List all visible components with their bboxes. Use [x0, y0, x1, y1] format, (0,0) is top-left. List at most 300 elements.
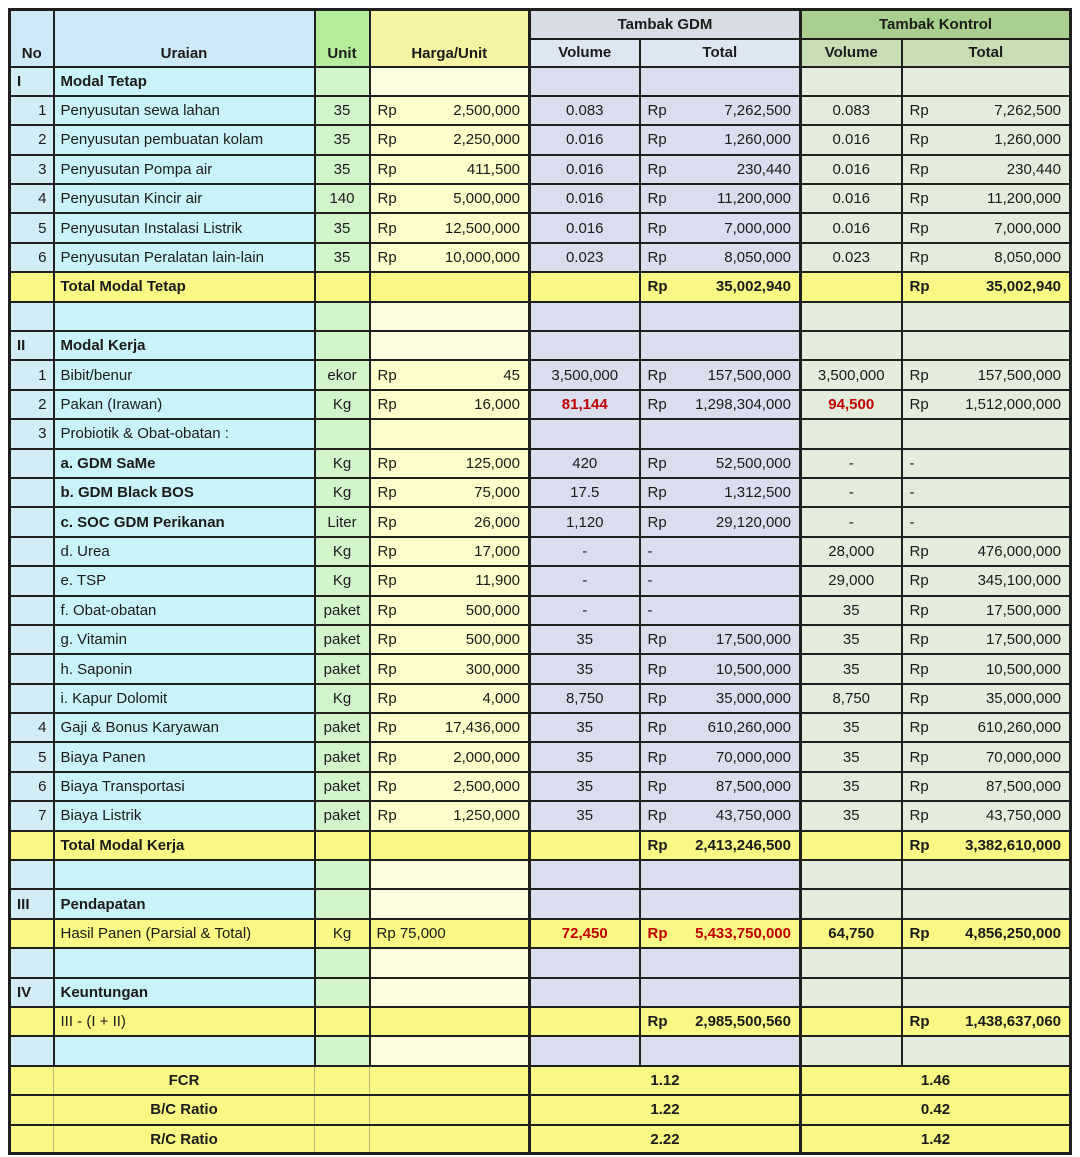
cell-kontrol-total [902, 449, 1071, 478]
currency-symbol: Rp [377, 513, 397, 531]
currency-symbol: Rp [377, 807, 397, 825]
table-row [10, 566, 1071, 595]
cell-uraian: Hasil Panen (Parsial & Total) [54, 919, 315, 948]
cell-kontrol-volume [801, 1036, 902, 1065]
money-value [371, 661, 529, 678]
amount: 1,312,500 [724, 484, 791, 502]
cell-kontrol-volume: 35 [801, 772, 902, 801]
money-value [903, 249, 1070, 266]
cell-kontrol-volume: 0.016 [801, 213, 902, 242]
cell-no [10, 948, 54, 977]
cell-gdm-volume [530, 1036, 640, 1065]
cell-gdm-volume: 72,450 [530, 919, 640, 948]
cell-no [10, 1066, 54, 1095]
cell-uraian: Gaji & Bonus Karyawan [54, 713, 315, 742]
money-value [641, 249, 800, 266]
amount: 7,262,500 [994, 102, 1062, 120]
cell-gdm-volume: 35 [530, 801, 640, 830]
tambak-cost-comparison-table [8, 8, 1072, 1155]
amount: 10,000,000 [444, 249, 520, 267]
cell-kontrol-total [902, 1036, 1071, 1065]
cell-uraian: Probiotik & Obat-obatan : [54, 419, 315, 448]
currency-symbol: Rp [647, 395, 667, 413]
amount: 500,000 [465, 601, 520, 619]
ratio-label: B/C Ratio [54, 1095, 315, 1124]
cell-unit: ekor [315, 360, 370, 389]
cell-unit [315, 889, 370, 918]
cell-unit: paket [315, 713, 370, 742]
currency-symbol: Rp [377, 131, 397, 149]
cell-gdm-volume [530, 860, 640, 889]
cell-unit: Kg [315, 566, 370, 595]
currency-symbol: Rp [909, 102, 929, 120]
cell-gdm-total [640, 213, 801, 242]
money-value [641, 572, 800, 589]
cell-no [10, 478, 54, 507]
money-value [371, 719, 529, 736]
money-value [371, 807, 529, 824]
cell-uraian: i. Kapur Dolomit [54, 684, 315, 713]
cell-gdm-total [640, 1007, 801, 1036]
cell-unit: Kg [315, 684, 370, 713]
cell-harga-unit [370, 1095, 530, 1124]
money-value [371, 602, 529, 619]
cell-kontrol-volume: 0.016 [801, 155, 902, 184]
money-value [641, 161, 800, 178]
money-value [641, 749, 800, 766]
cell-kontrol-volume [801, 831, 902, 860]
currency-symbol: Rp [377, 249, 397, 267]
currency-symbol: Rp [377, 631, 397, 649]
cell-kontrol-total [902, 155, 1071, 184]
currency-symbol: Rp [647, 1013, 668, 1031]
cell-unit [315, 419, 370, 448]
group-header-tambak-gdm: Tambak GDM [530, 10, 801, 39]
money-value [371, 220, 529, 237]
amount: 2,500,000 [453, 778, 520, 796]
cell-no [10, 1007, 54, 1036]
cell-no: 3 [10, 419, 54, 448]
amount: 4,000 [482, 689, 520, 707]
cell-harga-unit [370, 566, 530, 595]
amount: 610,260,000 [707, 719, 791, 737]
cell-harga-unit [370, 742, 530, 771]
cell-kontrol-volume: - [801, 507, 902, 536]
col-header-kontrol-total: Total [902, 39, 1071, 67]
cell-no: 6 [10, 772, 54, 801]
cell-uraian: c. SOC GDM Perikanan [54, 507, 315, 536]
cell-unit: Liter [315, 507, 370, 536]
cell-gdm-total [640, 155, 801, 184]
cell-gdm-volume: 35 [530, 625, 640, 654]
cell-kontrol-total [902, 1007, 1071, 1036]
money-value [371, 190, 529, 207]
table-row [10, 772, 1071, 801]
money-value [371, 396, 529, 413]
table-row [10, 96, 1071, 125]
money-value [903, 396, 1070, 413]
cell-kontrol-total [902, 654, 1071, 683]
cell-gdm-total [640, 742, 801, 771]
amount: 230,440 [736, 160, 791, 178]
cell-gdm-total [640, 889, 801, 918]
currency-symbol: Rp [647, 778, 667, 796]
cell-kontrol-volume [801, 948, 902, 977]
cell-harga-unit [370, 1007, 530, 1036]
money-value [903, 543, 1070, 560]
amount: 17,436,000 [444, 719, 520, 737]
table-row [10, 67, 1071, 96]
amount: 70,000,000 [985, 748, 1062, 766]
cell-uraian: Modal Tetap [54, 67, 315, 96]
amount: 35,002,940 [985, 278, 1062, 296]
cell-kontrol-volume: 0.016 [801, 184, 902, 213]
cell-gdm-total [640, 331, 801, 360]
currency-symbol: Rp [647, 160, 667, 178]
cell-gdm-total [640, 566, 801, 595]
cell-kontrol-volume [801, 860, 902, 889]
money-value [903, 602, 1070, 619]
cell-kontrol-volume [801, 67, 902, 96]
cell-gdm-total [640, 919, 801, 948]
currency-symbol: Rp [909, 219, 929, 237]
money-value [903, 278, 1070, 295]
cell-harga-unit [370, 801, 530, 830]
cell-unit [315, 978, 370, 1007]
money-value [641, 719, 800, 736]
cell-unit [315, 67, 370, 96]
money-value [641, 396, 800, 413]
money-value [903, 837, 1070, 854]
cell-no: I [10, 67, 54, 96]
cell-kontrol-total [902, 302, 1071, 331]
cell-kontrol-volume: 35 [801, 596, 902, 625]
cell-no: II [10, 331, 54, 360]
cell-gdm-volume: 35 [530, 742, 640, 771]
table-row [10, 801, 1071, 830]
col-header-no: No [10, 10, 54, 67]
cell-unit: paket [315, 625, 370, 654]
table-row [10, 713, 1071, 742]
currency-symbol: Rp [377, 219, 397, 237]
money-value [903, 220, 1070, 237]
amount: 1,512,000,000 [965, 395, 1062, 413]
cell-gdm-total [640, 684, 801, 713]
cell-unit [315, 1125, 370, 1154]
cell-kontrol-total [902, 184, 1071, 213]
cell-gdm-volume: 81,144 [530, 390, 640, 419]
amount: 10,500,000 [985, 660, 1062, 678]
currency-symbol: Rp [909, 160, 929, 178]
amount: 411,500 [466, 160, 520, 178]
cell-kontrol-total [902, 331, 1071, 360]
empty-dash: - [909, 454, 915, 472]
money-value [641, 367, 800, 384]
table-row [10, 331, 1071, 360]
cell-gdm-volume: 0.016 [530, 155, 640, 184]
currency-symbol: Rp [909, 660, 929, 678]
money-value [903, 661, 1070, 678]
cell-harga-unit [370, 449, 530, 478]
money-value [641, 131, 800, 148]
cell-uraian: h. Saponin [54, 654, 315, 683]
currency-symbol: Rp [909, 395, 929, 413]
cell-unit: 35 [315, 125, 370, 154]
currency-symbol: Rp [909, 366, 929, 384]
table-row [10, 272, 1071, 301]
cell-no [10, 272, 54, 301]
money-value [641, 220, 800, 237]
amount: 43,750,000 [985, 807, 1062, 825]
cell-no [10, 537, 54, 566]
currency-symbol: Rp [377, 542, 397, 560]
cell-gdm-volume: 0.023 [530, 243, 640, 272]
currency-symbol: Rp [647, 631, 667, 649]
table-row [10, 831, 1071, 860]
amount: 16,000 [474, 395, 520, 413]
cell-gdm-total [640, 860, 801, 889]
table-row [10, 742, 1071, 771]
cell-kontrol-volume: 35 [801, 625, 902, 654]
cell-uraian: Pendapatan [54, 889, 315, 918]
money-value [371, 102, 529, 119]
cell-unit: 140 [315, 184, 370, 213]
money-value [641, 102, 800, 119]
cell-kontrol-total [902, 831, 1071, 860]
amount: 70,000,000 [715, 748, 791, 766]
cell-gdm-volume [530, 272, 640, 301]
cell-harga-unit [370, 684, 530, 713]
table-row [10, 213, 1071, 242]
money-value [903, 131, 1070, 148]
money-value [371, 690, 529, 707]
table-row [10, 1066, 1071, 1095]
cell-unit: 35 [315, 96, 370, 125]
cell-unit: paket [315, 654, 370, 683]
amount: 157,500,000 [707, 366, 791, 384]
currency-symbol: Rp [909, 748, 929, 766]
cell-no: 1 [10, 96, 54, 125]
cell-harga-unit [370, 654, 530, 683]
table-header [10, 10, 1071, 67]
cell-harga-unit [370, 772, 530, 801]
amount: 300,000 [465, 660, 520, 678]
cell-kontrol-total [902, 419, 1071, 448]
currency-symbol: Rp [909, 542, 929, 560]
cell-no [10, 860, 54, 889]
money-value [903, 1013, 1070, 1030]
money-value [903, 102, 1070, 119]
cell-kontrol-volume: 94,500 [801, 390, 902, 419]
amount: 500,000 [465, 631, 520, 649]
currency-symbol: Rp [909, 719, 929, 737]
currency-symbol: Rp [647, 719, 667, 737]
amount: 1,298,304,000 [695, 395, 791, 413]
cell-no: 7 [10, 801, 54, 830]
cell-kontrol-volume [801, 978, 902, 1007]
cell-no [10, 1125, 54, 1154]
currency-symbol: Rp [377, 778, 397, 796]
currency-symbol: Rp [647, 748, 667, 766]
cell-gdm-total [640, 478, 801, 507]
money-value [371, 484, 529, 501]
cell-no [10, 507, 54, 536]
money-value [903, 572, 1070, 589]
currency-symbol: Rp [909, 249, 929, 267]
cell-gdm-total [640, 625, 801, 654]
cell-gdm-volume: 17.5 [530, 478, 640, 507]
cell-no: 4 [10, 713, 54, 742]
amount: 10,500,000 [715, 660, 791, 678]
cell-kontrol-volume: 0.083 [801, 96, 902, 125]
cell-kontrol-total [902, 96, 1071, 125]
currency-symbol: Rp [377, 660, 397, 678]
money-value [641, 690, 800, 707]
cell-kontrol-total [902, 801, 1071, 830]
cell-uraian: Penyusutan Kincir air [54, 184, 315, 213]
cell-gdm-volume: - [530, 537, 640, 566]
cell-kontrol-total [902, 243, 1071, 272]
amount: 157,500,000 [977, 366, 1062, 384]
cell-uraian [54, 860, 315, 889]
cell-unit [315, 1095, 370, 1124]
cell-gdm-total [640, 449, 801, 478]
currency-symbol: Rp [647, 190, 667, 208]
ratio-kontrol-value: 1.46 [801, 1066, 1071, 1095]
cell-uraian: Total Modal Tetap [54, 272, 315, 301]
currency-symbol: Rp [909, 836, 930, 854]
cell-gdm-volume: 3,500,000 [530, 360, 640, 389]
empty-dash: - [647, 572, 653, 590]
cell-kontrol-total [902, 860, 1071, 889]
currency-symbol: Rp [909, 807, 929, 825]
cell-kontrol-volume [801, 331, 902, 360]
currency-symbol: Rp [647, 836, 668, 854]
cell-kontrol-volume [801, 272, 902, 301]
ratio-gdm-value: 2.22 [530, 1125, 801, 1154]
cell-gdm-volume [530, 978, 640, 1007]
col-header-gdm-total: Total [640, 39, 801, 67]
amount: 2,250,000 [453, 131, 520, 149]
currency-symbol: Rp [909, 190, 929, 208]
money-value [903, 514, 1070, 531]
cell-gdm-total [640, 96, 801, 125]
cell-no [10, 1036, 54, 1065]
cell-unit [315, 1066, 370, 1095]
cell-gdm-volume: 0.083 [530, 96, 640, 125]
cell-unit: 35 [315, 243, 370, 272]
cell-gdm-volume: 35 [530, 772, 640, 801]
cell-kontrol-volume: 0.023 [801, 243, 902, 272]
spacer-row [10, 860, 1071, 889]
ratio-kontrol-value: 0.42 [801, 1095, 1071, 1124]
cell-kontrol-total [902, 772, 1071, 801]
money-value [371, 249, 529, 266]
cell-uraian: Penyusutan pembuatan kolam [54, 125, 315, 154]
cell-gdm-volume: 8,750 [530, 684, 640, 713]
cell-unit: paket [315, 772, 370, 801]
amount: 87,500,000 [715, 778, 791, 796]
cell-gdm-volume: 35 [530, 654, 640, 683]
cell-gdm-total [640, 302, 801, 331]
currency-symbol: Rp [377, 160, 397, 178]
money-value [371, 131, 529, 148]
cell-no [10, 625, 54, 654]
cell-kontrol-total [902, 596, 1071, 625]
amount: 3,382,610,000 [965, 836, 1062, 854]
money-value [903, 190, 1070, 207]
currency-symbol: Rp [647, 102, 667, 120]
cell-unit [315, 948, 370, 977]
amount: 610,260,000 [977, 719, 1062, 737]
cell-uraian: Bibit/benur [54, 360, 315, 389]
cell-harga-unit [370, 67, 530, 96]
amount: 8,050,000 [994, 249, 1062, 267]
money-value [641, 543, 800, 560]
cell-kontrol-total [902, 272, 1071, 301]
cell-gdm-total [640, 772, 801, 801]
cell-gdm-total [640, 272, 801, 301]
ratio-label: R/C Ratio [54, 1125, 315, 1154]
amount: 230,440 [1006, 160, 1062, 178]
ratio-gdm-value: 1.12 [530, 1066, 801, 1095]
cell-kontrol-total [902, 684, 1071, 713]
currency-symbol: Rp [647, 513, 667, 531]
money-value [371, 455, 529, 472]
group-header-tambak-kontrol: Tambak Kontrol [801, 10, 1071, 39]
cell-unit: Kg [315, 478, 370, 507]
cell-harga-unit [370, 860, 530, 889]
money-value [903, 631, 1070, 648]
cell-kontrol-total [902, 213, 1071, 242]
cell-kontrol-total [902, 625, 1071, 654]
money-value [371, 161, 529, 178]
currency-symbol: Rp [647, 278, 668, 296]
money-value [903, 749, 1070, 766]
cell-kontrol-total [902, 566, 1071, 595]
cell-no: 5 [10, 742, 54, 771]
cell-harga-unit [370, 948, 530, 977]
cell-kontrol-volume: 28,000 [801, 537, 902, 566]
cell-unit [315, 1007, 370, 1036]
money-value [903, 484, 1070, 501]
empty-dash: - [647, 601, 653, 619]
table-row [10, 919, 1071, 948]
cell-gdm-volume: 0.016 [530, 125, 640, 154]
cell-kontrol-volume: 35 [801, 801, 902, 830]
cell-uraian: f. Obat-obatan [54, 596, 315, 625]
amount: 43,750,000 [715, 807, 791, 825]
money-value [371, 631, 529, 648]
cell-gdm-total [640, 537, 801, 566]
cell-uraian: Total Modal Kerja [54, 831, 315, 860]
cell-gdm-total [640, 67, 801, 96]
table-row [10, 243, 1071, 272]
cell-uraian: Biaya Transportasi [54, 772, 315, 801]
currency-symbol: Rp [909, 778, 929, 796]
amount: 7,262,500 [724, 102, 791, 120]
amount: 35,000,000 [715, 689, 791, 707]
amount: 1,438,637,060 [965, 1013, 1062, 1031]
cell-kontrol-total [902, 713, 1071, 742]
cell-harga-unit [370, 537, 530, 566]
amount: 476,000,000 [977, 542, 1062, 560]
cell-no: 4 [10, 184, 54, 213]
cell-unit: Kg [315, 919, 370, 948]
cell-uraian: e. TSP [54, 566, 315, 595]
cell-gdm-volume [530, 948, 640, 977]
currency-symbol: Rp [377, 601, 397, 619]
